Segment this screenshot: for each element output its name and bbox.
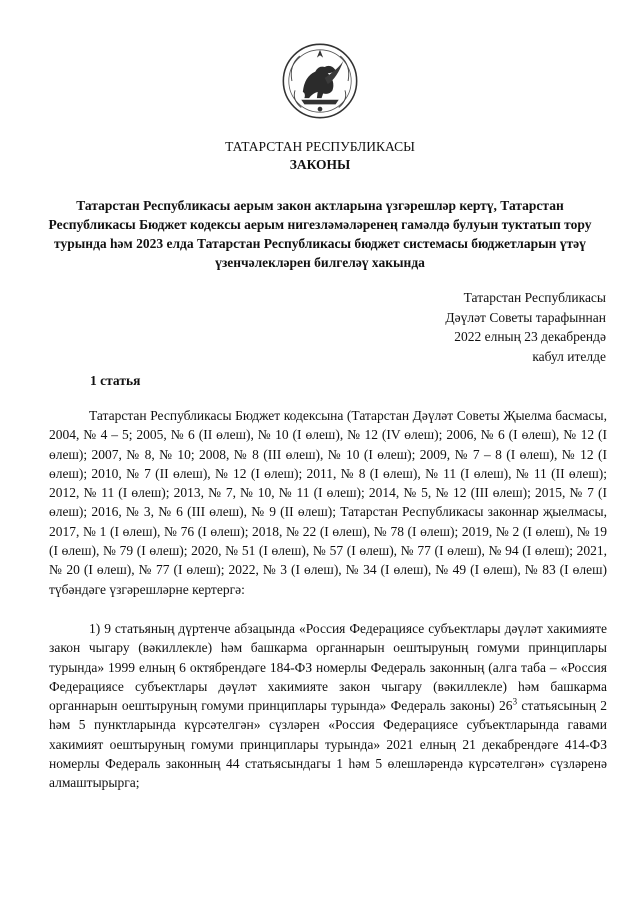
article-item-1-paragraph — [49, 619, 607, 793]
item-1-superscript: 3 — [512, 696, 518, 707]
item-1-text-b: статьясының 2 һәм 5 пунктларында күрсәтелгән» сүзләрен «Россия Федерациясе субъектларында гавами хакимият оештыруның гомуми принциплары турында» 2021 елның 21 декабрендәге 414-ФЗ номерлы Федераль законның 44 статьясындагы 1 һәм 5 өлешләрендә күрсәтелгән» сүзләренә алмаштырырга; — [49, 698, 608, 791]
doc-type-heading: ЗАКОНЫ — [289, 157, 351, 172]
article-intro-paragraph: Татарстан Республикасы Бюджет кодексына (Татарстан Дәүләт Советы Җыелма басмасы, 2004, № 4 – 5; 2005, № 6 (II өлеш), № 10 (I өлеш), № 12 (IV өлеш); 2006, № 6 (I өлеш), № 12 (I өлеш); 2007, № 8, № 10; 2008, № 8 (III өлеш), № 10 (I өлеш); 2009, № 7 – 8 (I өлеш), № 12 (I өлеш); 2010, № 7 (II өлеш), № 12 (I өлеш); 2011, № 8 (I өлеш), № 11 (I өлеш), № 11 (II өлеш); 2012, № 11 (I өлеш); 2013, № 7, № 10, № 11 (I өлеш); 2014, № 5, № 12 (III өлеш); 2015, № 7 (I өлеш); 2016, № 3, № 6 (III өлеш), № 9 (II өлеш); Татарстан Республикасы законнар җыелмасы, 2017, № 1 (I өлеш), № 76 (I өлеш); 2018, № 22 (I өлеш), № 78 (I өлеш); 2019, № 2 (I өлеш), № 19 (I өлеш), № 79 (I өлеш); 2020, № 51 (I өлеш), № 57 (I өлеш), № 77 (I өлеш), № 94 (I өлеш); 2021, № 20 (I өлеш), № 77 (I өлеш); 2022, № 3 (I өлеш), № 34 (I өлеш), № 49 (I өлеш), № 83 (I өлеш) түбәндәге үзгәрешләрне кертергә: — [49, 408, 607, 597]
article-heading: 1 статья — [90, 373, 141, 388]
adoption-line-3: 2022 елның 23 декабрендә — [454, 329, 606, 344]
tatarstan-emblem-icon — [281, 42, 359, 120]
law-title: Татарстан Республикасы аерым закон актларына үзгәрешләр кертү, Татарстан Республикасы Бюджет кодексы аерым нигезләмәләренең гамәлдә булуын туктатып тору турында һәм 2023 елда Татарстан Республикасы бюджет системасы бюджетларын үтәү үзенчәлекләрен билгеләү хакында — [48, 198, 592, 270]
item-1-text-a: 1) 9 статьяның дүртенче абзацында «Россия Федерациясе субъектлары дәүләт хакимияте закон чыгару (вәкиллекле) һәм башкарма органнарын оештыруның гомуми принциплары турында» 1999 елның 6 октябрендәге 184-ФЗ номерлы Федераль законның (алга таба – «Россия Федерациясе субъектлары дәүләт хакимияте закон чыгару (вәкиллекле) һәм башкарма органнарын оештыруның гомуми принциплары турында» Федераль законы) 26 — [49, 621, 607, 714]
adoption-line-4: кабул ителде — [532, 348, 606, 364]
republic-heading: ТАТАРСТАН РЕСПУБЛИКАСЫ — [225, 139, 415, 154]
adoption-block — [445, 288, 606, 366]
adoption-line-1: Татарстан Республикасы — [463, 290, 606, 305]
adoption-line-2: Дәүләт Советы тарафыннан — [445, 309, 606, 325]
